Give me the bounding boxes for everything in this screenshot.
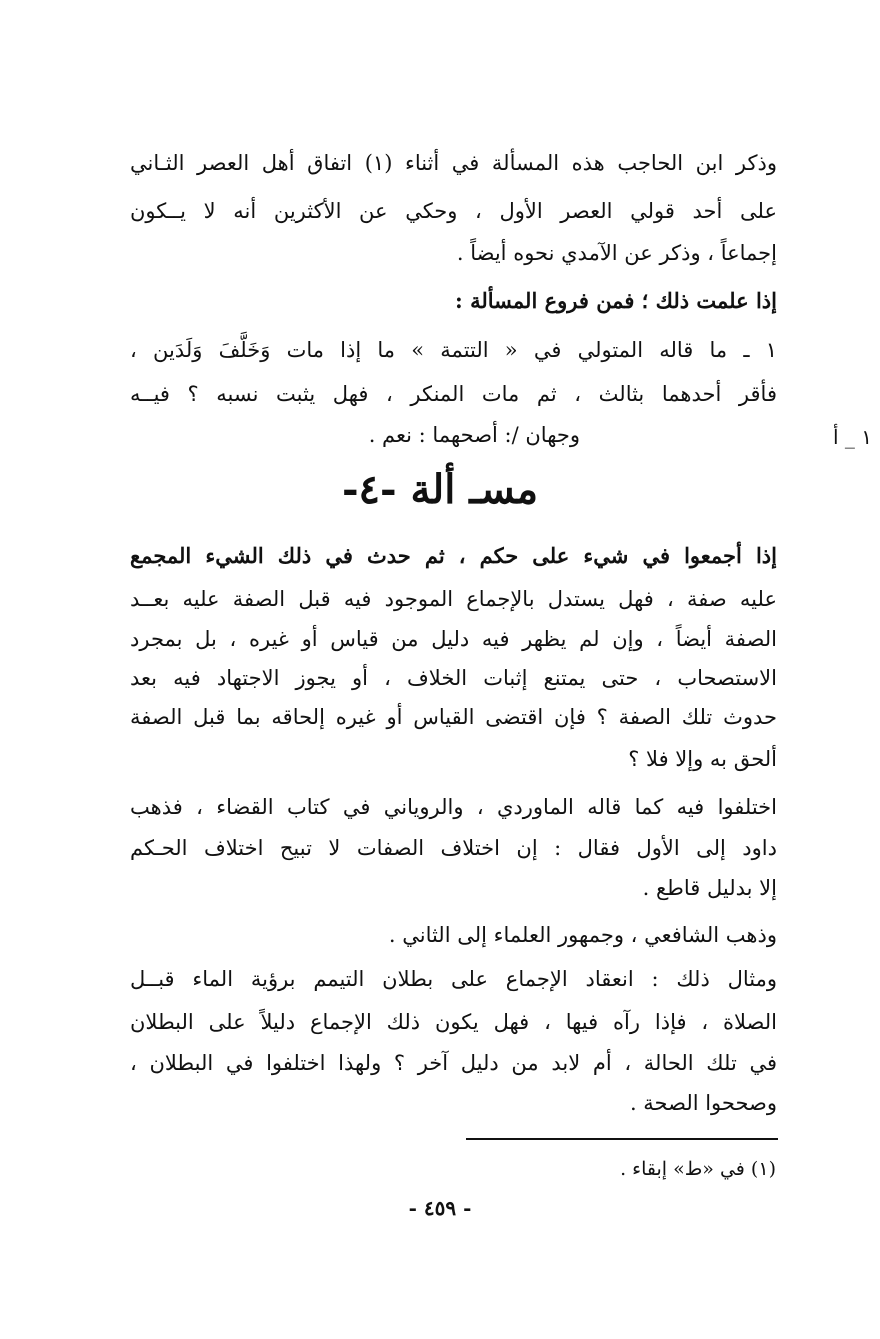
text-line: الاستصحاب ، حتى يمتنع إثبات الخلاف ، أو يجوز الاجتهاد فيه بعد [130,666,777,690]
text-line: ألحق به وإلا فلا ؟ [628,747,777,771]
text-line: وصححوا الصحة . [629,1091,777,1115]
text-line: ١ ـ ما قاله المتولي في « التتمة » ما إذا مات وَخَلَّفَ وَلَدَين ، [130,338,777,362]
text-line: فأقر أحدهما بثالث ، ثم مات المنكر ، فهل يثبت نسبه ؟ فيــه [130,382,777,406]
text-line: داود إلى الأول فقال : إن اختلاف الصفات لا تبيح اختلاف الحـكم [130,836,777,860]
subheading: إذا علمت ذلك ؛ فمن فروع المسألة : [455,288,777,313]
footnote-divider [466,1138,778,1140]
text-line: في تلك الحالة ، أم لابد من دليل آخر ؟ ولهذا اختلفوا في البطلان ، [130,1051,777,1075]
footnote: (١) في «ط» إبقاء . [620,1158,776,1180]
text-line: إلا بدليل قاطع . [642,876,777,900]
text-line: الصلاة ، فإذا رآه فيها ، فهل يكون ذلك الإجماع دليلاً على البطلان [130,1010,777,1034]
text-line: اختلفوا فيه كما قاله الماوردي ، والروياني في كتاب القضاء ، فذهب [130,795,777,819]
text-line: إذا أجمعوا في شيء على حكم ، ثم حدث في ذلك الشيء المجمع [130,543,777,568]
text-line: ومثال ذلك : انعقاد الإجماع على بطلان التيمم برؤية الماء قبــل [130,967,777,991]
text-line: وجهان /: أصحهما : نعم . [368,423,580,447]
text-line: إجماعاً ، وذكر عن الآمدي نحوه أيضاً . [456,241,777,265]
section-heading: مسـ ألة -٤- [341,466,539,513]
text-line: وذكر ابن الحاجب هذه المسألة في أثناء (١) اتفاق أهل العصر الثـاني [130,151,777,175]
text-line: عليه صفة ، فهل يستدل بالإجماع الموجود فيه قبل الصفة عليه بعــد [130,587,777,611]
text-line: على أحد قولي العصر الأول ، وحكي عن الأكثرين أنه لا يــكون [130,199,777,223]
margin-note: ١ _ أ [833,425,873,449]
text-line: وذهب الشافعي ، وجمهور العلماء إلى الثاني . [388,923,777,947]
page-number: - ٤٥٩ - [408,1196,472,1220]
text-line: الصفة أيضاً ، وإن لم يظهر فيه دليل من قياس أو غيره ، بل بمجرد [130,627,777,651]
text-line: حدوث تلك الصفة ؟ فإن اقتضى القياس أو غيره إلحاقه بما قبل الصفة [130,705,777,729]
